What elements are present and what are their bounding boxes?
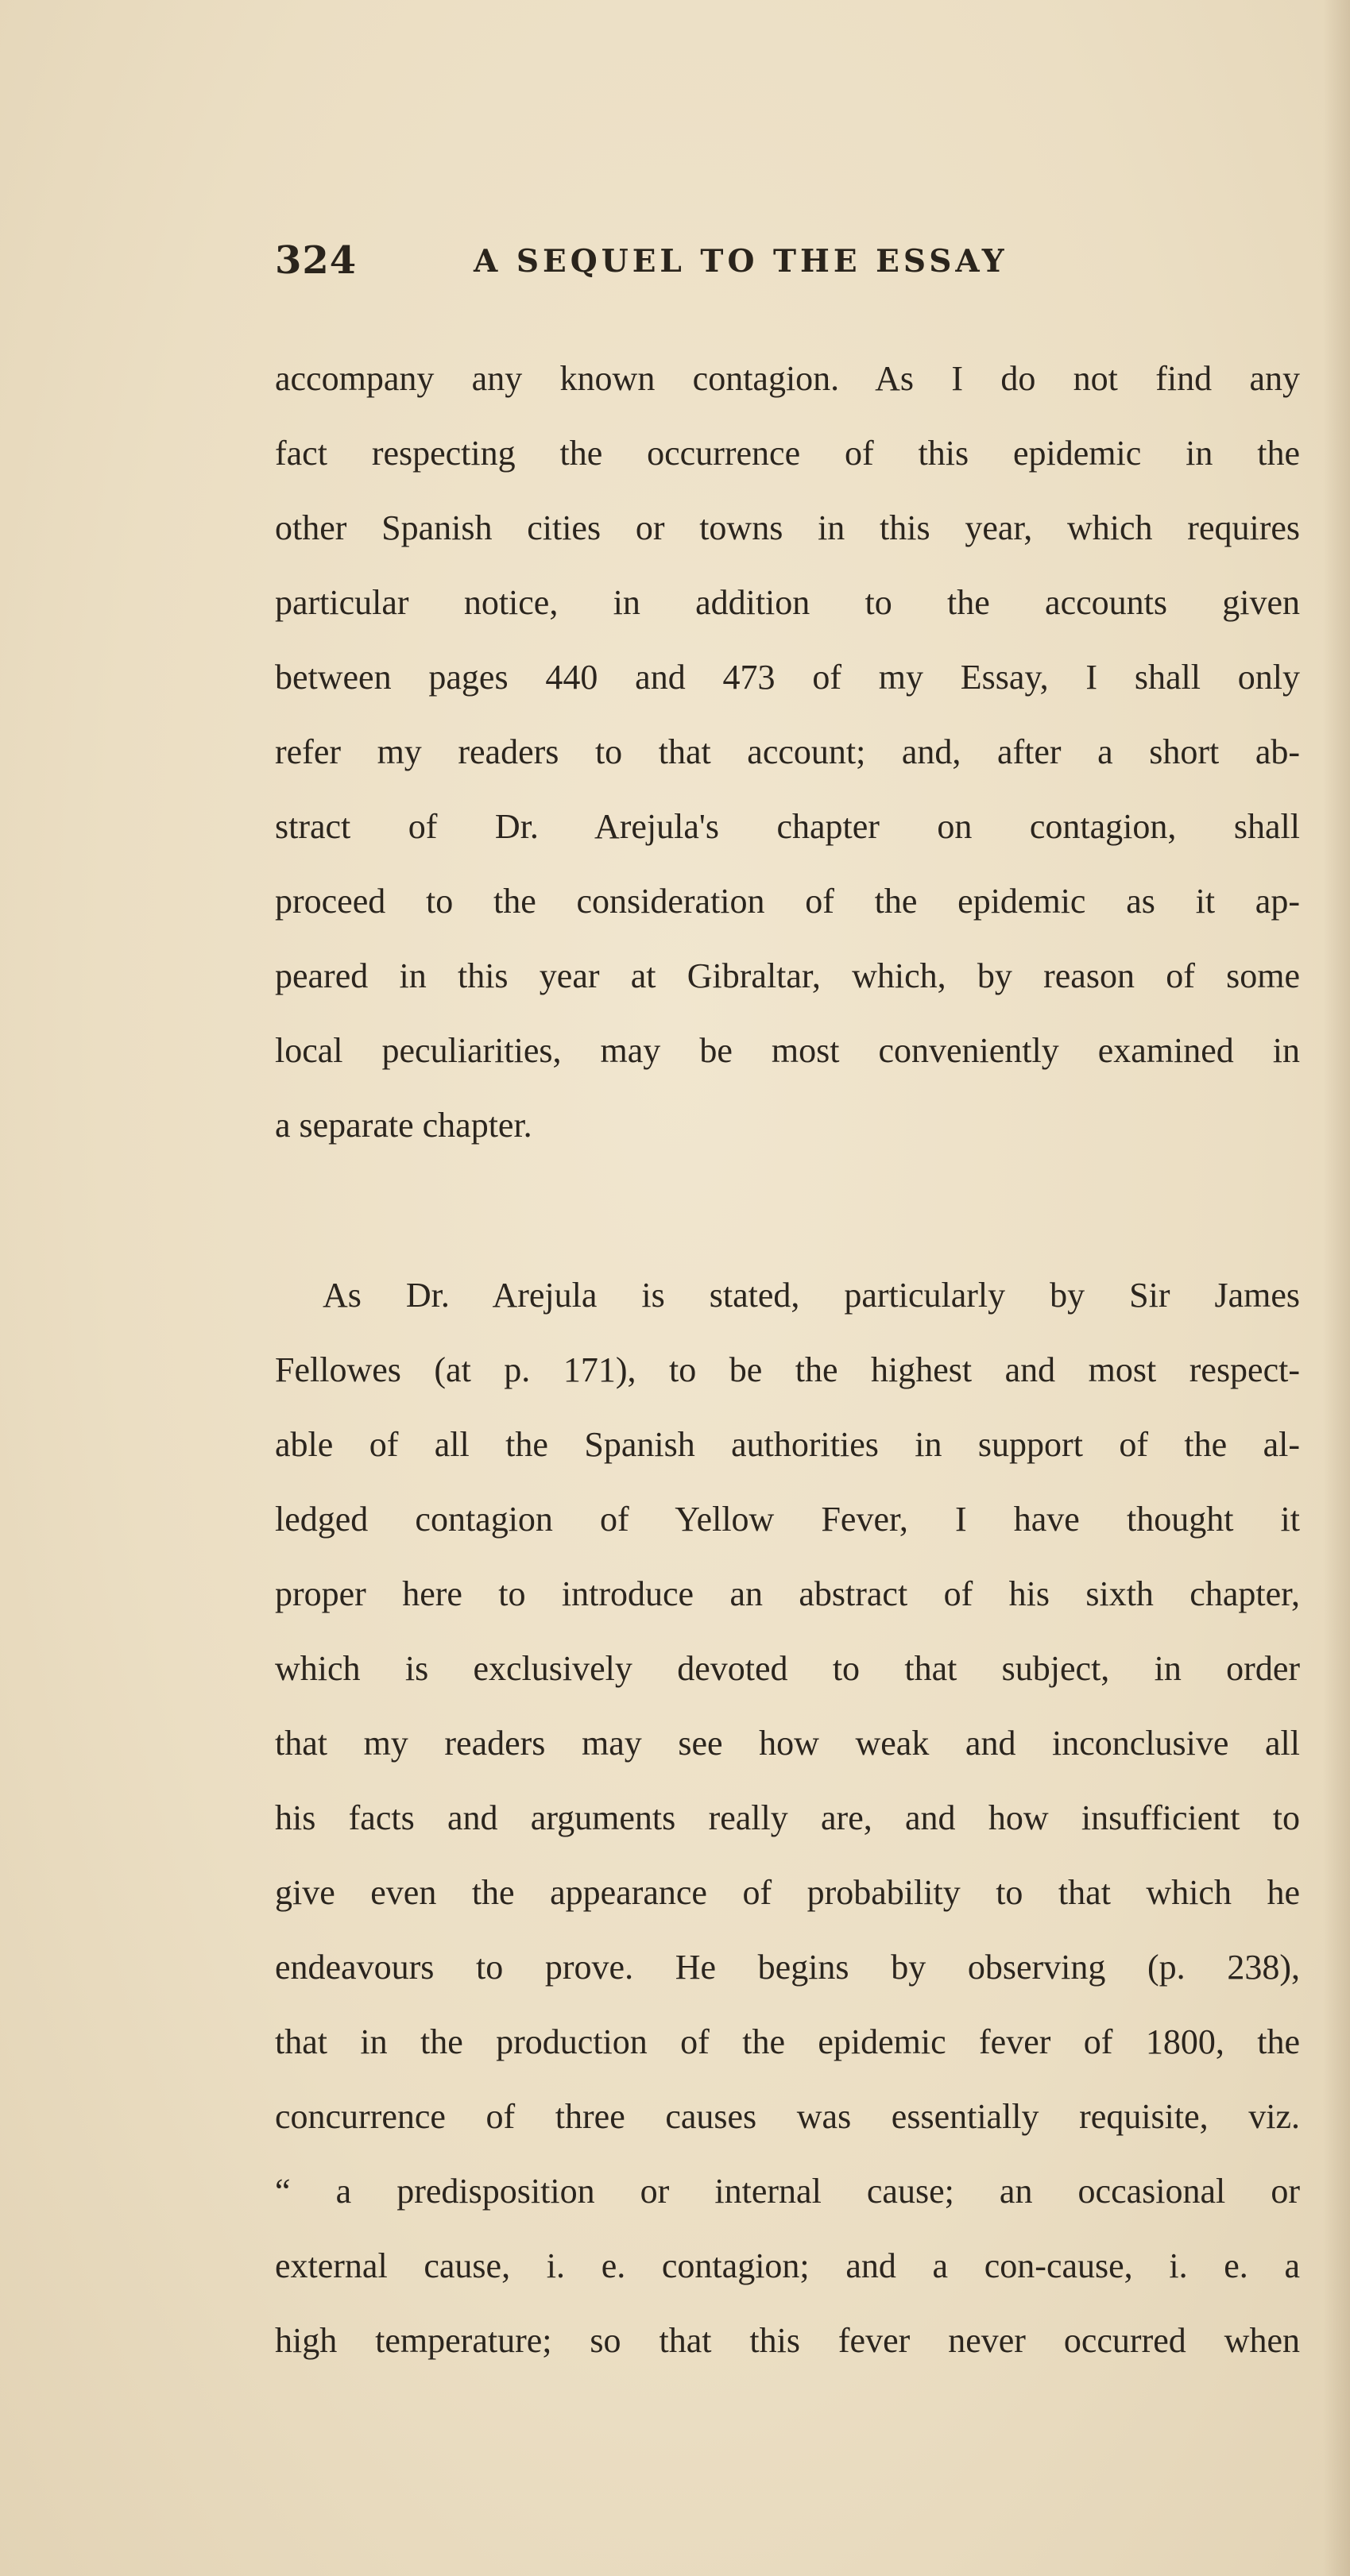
text-line: able of all the Spanish authorities in support of the al-	[275, 1425, 1300, 1464]
text-line: that my readers may see how weak and inconclusive all	[275, 1724, 1300, 1763]
paragraph-2	[275, 1258, 1300, 2378]
running-head-title: A SEQUEL TO THE ESSAY	[474, 243, 1008, 280]
text-line: between pages 440 and 473 of my Essay, I shall only	[275, 658, 1300, 697]
text-line: “ a predisposition or internal cause; an occasional or	[275, 2172, 1300, 2211]
text-line: particular notice, in addition to the accounts given	[275, 583, 1300, 622]
text-line: fact respecting the occurrence of this epidemic in the	[275, 434, 1300, 473]
text-line: that in the production of the epidemic fever of 1800, the	[275, 2022, 1300, 2061]
page-edge-shadow	[1323, 0, 1350, 2576]
text-line: his facts and arguments really are, and how insufficient to	[275, 1798, 1300, 1837]
body-text	[275, 342, 1300, 2378]
text-line: give even the appearance of probability to that which he	[275, 1873, 1300, 1912]
text-line: other Spanish cities or towns in this year, which requires	[275, 508, 1300, 547]
text-line: high temperature; so that this fever never occurred when	[275, 2321, 1300, 2360]
text-line: peared in this year at Gibraltar, which, by reason of some	[275, 956, 1300, 995]
text-line: Fellowes (at p. 171), to be the highest and most respect-	[275, 1350, 1300, 1389]
text-line: proceed to the consideration of the epidemic as it ap-	[275, 882, 1300, 921]
text-line: proper here to introduce an abstract of his sixth chapter,	[275, 1574, 1300, 1613]
text-line: concurrence of three causes was essentially requisite, viz.	[275, 2097, 1300, 2136]
text-line: local peculiarities, may be most conveniently examined in	[275, 1031, 1300, 1070]
text-line: external cause, i. e. contagion; and a con-cause, i. e. a	[275, 2246, 1300, 2285]
paragraph-1	[275, 342, 1300, 1163]
text-line: accompany any known contagion. As I do not find any	[275, 359, 1300, 398]
running-head	[275, 238, 1292, 302]
text-line: refer my readers to that account; and, after a short ab-	[275, 732, 1300, 771]
text-line: a separate chapter.	[275, 1106, 532, 1145]
page-number: 324	[275, 238, 358, 283]
text-line: which is exclusively devoted to that subject, in order	[275, 1649, 1300, 1688]
text-line: stract of Dr. Arejula's chapter on contagion, shall	[275, 807, 1300, 846]
text-line: As Dr. Arejula is stated, particularly by Sir James	[323, 1276, 1300, 1315]
text-line: endeavours to prove. He begins by observing (p. 238),	[275, 1948, 1300, 1987]
paragraph-gap	[275, 1163, 1300, 1258]
text-line: ledged contagion of Yellow Fever, I have thought it	[275, 1500, 1300, 1539]
